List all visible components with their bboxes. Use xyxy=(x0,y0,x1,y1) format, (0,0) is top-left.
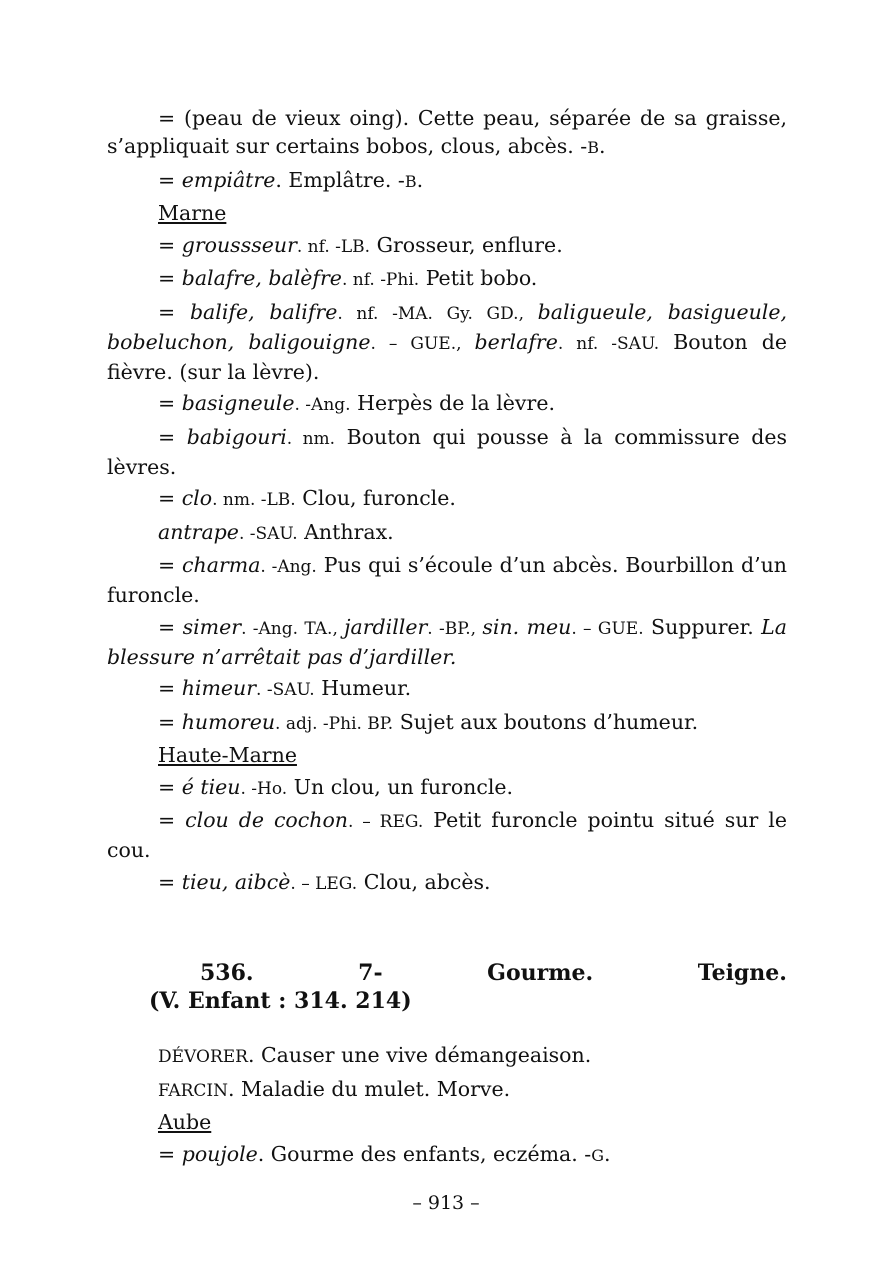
dialect-word: charma xyxy=(182,553,261,577)
entry-text: = (peau de vieux oing). Cette peau, séparée de sa graisse, s’appliquait sur certains bobos, clous, abcès. - xyxy=(107,106,787,158)
entry-eq: = xyxy=(158,167,182,192)
grammar-source: . nf. -MA. Gy. GD., xyxy=(337,303,538,324)
entry-peau-vieux-oing xyxy=(107,104,787,162)
entry-balafre xyxy=(107,264,787,294)
entry-eq: = xyxy=(158,486,182,510)
entry-eq: = xyxy=(158,614,183,639)
entry-clo xyxy=(107,484,787,514)
region-heading-haute-marne xyxy=(107,741,787,769)
grammar-source: . – LEG. xyxy=(290,873,358,894)
region-heading-aube xyxy=(107,1108,787,1136)
entry-definition: . Causer une vive démangeaison. xyxy=(247,1043,592,1067)
dialect-word: babigouri xyxy=(186,424,287,449)
section-number: 536. xyxy=(200,960,254,986)
entry-definition: Clou, furoncle. xyxy=(295,486,456,510)
entry-basigneule xyxy=(107,389,787,419)
entry-eq: = xyxy=(158,424,187,449)
source-abbrev: B xyxy=(404,171,417,191)
grammar-source: . nf. -SAU. xyxy=(557,333,660,354)
grammar-source: . nf. -LB. xyxy=(296,236,371,257)
entry-eq: = xyxy=(158,676,182,700)
dialect-word: humoreu xyxy=(181,709,276,734)
entry-antrape xyxy=(107,518,787,548)
entry-definition: Petit bobo. xyxy=(419,266,538,290)
section-crossref: (V. Enfant : 314. 214) xyxy=(149,988,412,1014)
grammar-source: . -BP., xyxy=(427,618,483,639)
entry-groussseur xyxy=(107,231,787,261)
entry-definition: . Gourme des enfants, eczéma. - xyxy=(257,1141,592,1166)
section-title xyxy=(107,959,787,987)
grammar-source: . -Ho. xyxy=(240,778,288,799)
grammar-source: . -Ang. xyxy=(294,395,351,415)
entry-definition: Bouton qui pousse à la commissure des lèvres. xyxy=(107,424,788,479)
dialect-word: sin. meu xyxy=(482,614,572,639)
entry-himeur xyxy=(107,674,787,704)
entry-definition: Sujet aux boutons d’humeur. xyxy=(393,709,699,734)
entry-clou-de-cochon xyxy=(107,806,787,864)
entry-eq: = xyxy=(158,1141,182,1166)
region-heading-marne xyxy=(107,199,787,227)
entry-empiatre xyxy=(107,166,787,196)
dialect-word: tieu, aibcè xyxy=(181,869,291,894)
entry-tail: . xyxy=(599,134,606,158)
entry-definition: Bouton de fièvre. (sur la lèvre). xyxy=(107,329,788,384)
entry-eq: = xyxy=(158,232,182,257)
dialect-word: antrape xyxy=(158,519,239,544)
entry-tail: . xyxy=(603,1141,611,1166)
grammar-source: . – REG. xyxy=(348,812,424,832)
grammar-source: . nf. -Phi. xyxy=(341,270,420,290)
entry-humoreu xyxy=(107,708,787,738)
dialect-word: balife, balifre xyxy=(189,299,338,324)
section-word-gourme: Gourme. xyxy=(487,960,594,986)
grammar-source: . adj. -Phi. BP. xyxy=(275,713,394,734)
entry-eq: = xyxy=(158,869,182,894)
entry-eq: = xyxy=(158,391,182,415)
region-label: Aube xyxy=(158,1110,212,1134)
dialect-word: basigneule xyxy=(181,391,295,415)
entry-definition: Herpès de la lèvre. xyxy=(350,391,555,415)
headword: DÉVORER xyxy=(158,1047,248,1067)
dialect-word: berlafre xyxy=(474,329,558,354)
entry-charma xyxy=(107,551,787,609)
dialect-word: poujole xyxy=(181,1141,258,1166)
entry-eq: = xyxy=(158,299,190,324)
source-abbrev: G xyxy=(591,1145,604,1165)
dialect-word: baligueule, basigueule, bobeluchon, baligouigne xyxy=(107,299,787,354)
entry-definition: Petit furoncle pointu situé sur le cou. xyxy=(107,808,787,862)
source-abbrev: B xyxy=(587,138,600,157)
entry-definition: . Maladie du mulet. Morve. xyxy=(228,1076,511,1101)
entry-tieu-aibce xyxy=(107,868,787,898)
grammar-source: . -SAU. xyxy=(238,523,298,544)
entry-definition: Grosseur, enflure. xyxy=(370,232,563,257)
entry-e-tieu xyxy=(107,773,787,803)
page-content xyxy=(107,104,787,1173)
entry-definition: Suppurer. xyxy=(643,614,762,639)
entry-babigouri xyxy=(107,423,787,481)
grammar-source: . -Ang. TA., xyxy=(241,618,345,639)
region-label: Haute-Marne xyxy=(158,743,297,767)
entry-definition: Humeur. xyxy=(314,676,412,700)
dialect-word: clo xyxy=(181,486,213,510)
entry-eq: = xyxy=(158,709,182,734)
grammar-source: . -SAU. xyxy=(256,680,315,700)
entry-devorer xyxy=(107,1041,787,1071)
entry-simer xyxy=(107,613,787,671)
page-number: – 913 – xyxy=(412,1192,480,1214)
dialect-word: balafre, balèfre xyxy=(181,266,342,290)
example-sentence: La blessure n’arrêtait pas d’jardiller. xyxy=(107,614,787,669)
section-word-teigne: Teigne. xyxy=(697,960,787,986)
grammar-source: . nm. xyxy=(286,428,336,449)
entry-eq: = xyxy=(158,266,182,290)
entry-eq: = xyxy=(158,774,182,799)
entry-definition: . Emplâtre. - xyxy=(275,167,405,192)
dialect-word: clou de cochon xyxy=(185,808,349,832)
dialect-word: empiâtre xyxy=(181,167,276,192)
region-label: Marne xyxy=(158,201,227,225)
entry-poujole xyxy=(107,1140,787,1170)
grammar-source: . nm. -LB. xyxy=(212,490,296,510)
headword: FARCIN xyxy=(158,1080,228,1101)
grammar-source: . – GUE. xyxy=(571,618,644,639)
entry-definition: Anthrax. xyxy=(297,519,394,544)
entry-eq: = xyxy=(158,553,183,577)
grammar-source: . -Ang. xyxy=(260,557,317,577)
dialect-word: jardiller xyxy=(344,614,428,639)
entry-definition: Un clou, un furoncle. xyxy=(287,774,514,799)
dialect-word: simer xyxy=(182,614,242,639)
dialect-word: himeur xyxy=(181,676,257,700)
entry-definition: Clou, abcès. xyxy=(357,869,491,894)
entry-eq: = xyxy=(158,808,186,832)
entry-tail: . xyxy=(416,167,424,192)
dialect-word: é tieu xyxy=(181,774,241,799)
dialect-word: groussseur xyxy=(181,232,297,257)
section-subnumber: 7- xyxy=(358,960,383,986)
entry-definition: Pus qui s’écoule d’un abcès. Bourbillon d’un furoncle. xyxy=(107,553,787,607)
entry-balife xyxy=(107,298,787,386)
entry-farcin xyxy=(107,1075,787,1105)
grammar-source: . – GUE., xyxy=(370,333,475,354)
